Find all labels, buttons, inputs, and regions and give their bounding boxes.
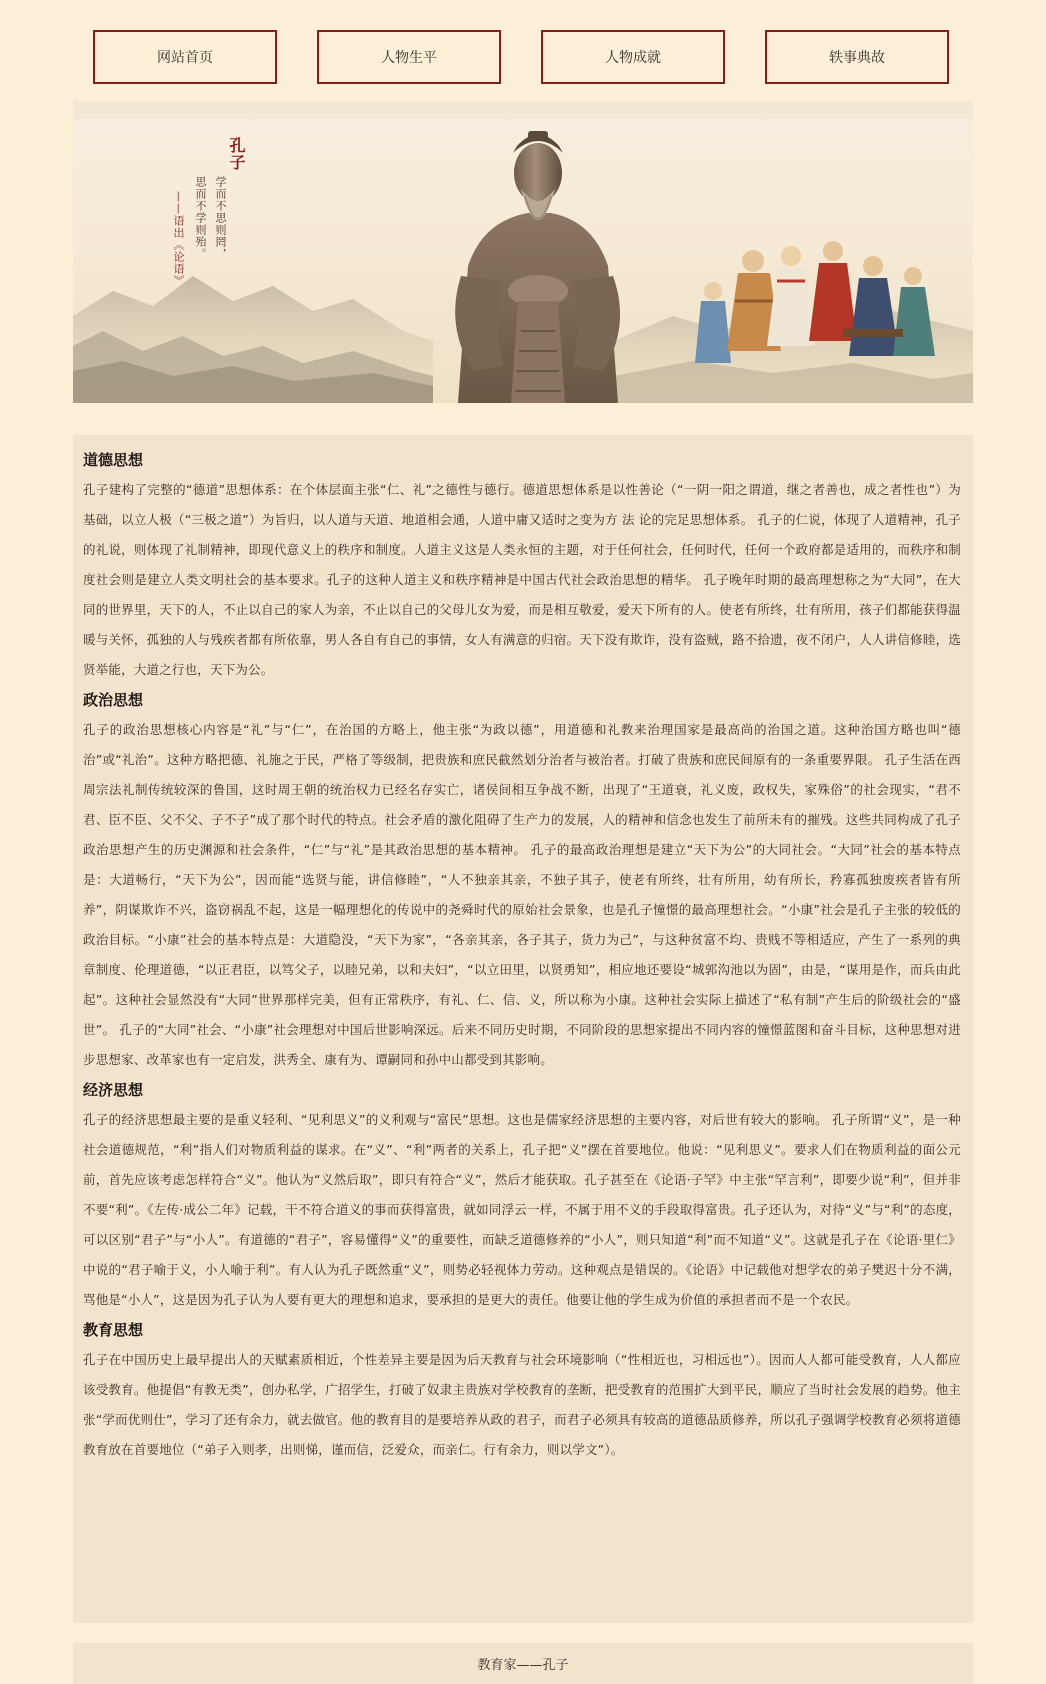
main-nav [93, 30, 949, 84]
footer-text: 教育家——孔子 [477, 1658, 569, 1673]
section-title-political: 政治思想 [83, 691, 144, 709]
nav-biography-button[interactable]: 人物生平 [317, 30, 501, 84]
nav-anecdotes-button[interactable]: 轶事典故 [765, 30, 949, 84]
banner-quote-source: ——语出《论语》 [172, 191, 185, 287]
section-body-education: 孔子在中国历史上最早提出人的天赋素质相近，个性差异主要是因为后天教育与社会环境影响（“性相近也，习相远也”）。因而人人都可能受教育，人人都应该受教育。他提倡“有教无类”，创办私学，广招学生，打破了奴隶主贵族对学校教育的垄断，把受教育的范围扩大到平民，顺应了当时社会发展的趋势。他主张“学而优则仕”，学习了还有余力，就去做官。他的教育目的是要培养从政的君子，而君子必须具有较高的道德品质修养，所以孔子强调学校教育必须将道德教育放在首要地位（“弟子入则孝，出则悌，谨而信，泛爱众，而亲仁。行有余力，则以学文”）。 [83, 1352, 961, 1457]
banner-title: 孔子 [227, 137, 246, 171]
banner-illustration [73, 101, 973, 403]
section-title-economic: 经济思想 [83, 1081, 144, 1099]
confucius-statue [455, 131, 620, 403]
section-title-education: 教育思想 [83, 1321, 144, 1339]
main-content [73, 435, 973, 1623]
nav-home-button[interactable]: 网站首页 [93, 30, 277, 84]
section-body-political: 孔子的政治思想核心内容是“礼”与“仁”，在治国的方略上，他主张“为政以德”，用道德和礼教来治理国家是最高尚的治国之道。这种治国方略也叫“德治”或“礼治”。这种方略把德、礼施之于民，严格了等级制，把贵族和庶民截然划分治者与被治者。打破了贵族和庶民间原有的一条重要界限。 孔子生活在西周宗法礼制传统较深的鲁国，这时周王朝的统治权力已经名存实亡，诸侯间相互争战不断，出现了“王道衰，礼义废，政权失，家殊俗”的社会现实，“君不君、臣不臣、父不父、子不子”成了那个时代的特点。社会矛盾的激化阻碍了生产力的发展，人的精神和信念也发生了前所未有的摧残。这些共同构成了孔子政治思想产生的历史渊源和社会条件，“仁”与“礼”是其政治思想的基本精神。 孔子的最高政治理想是建立“天下为公”的大同社会。“大同”社会的基本特点是：大道畅行，“天下为公”，因而能“选贤与能，讲信修睦”，“人不独亲其亲，不独子其子，使老有所终，壮有所用，幼有所长，矜寡孤独废疾者皆有所养”，阴谋欺诈不兴，盗窃祸乱不起，这是一幅理想化的传说中的尧舜时代的原始社会景象，也是孔子憧憬的最高理想社会。“小康”社会是孔子主张的较低的政治目标。“小康”社会的基本特点是：大道隐没，“天下为家”，“各亲其亲，各子其子，货力为己”，与这种贫富不均、贵贱不等相适应，产生了一系列的典章制度、伦理道德，“以正君臣，以笃父子，以睦兄弟，以和夫妇”，“以立田里，以贤勇知”，相应地还要设“城郭沟池以为固”，由是，“谋用是作，而兵由此起”。这种社会显然没有“大同”世界那样完美，但有正常秩序，有礼、仁、信、义，所以称为小康。这种社会实际上描述了“私有制”产生后的阶级社会的“盛世”。 孔子的“大同”社会、“小康”社会理想对中国后世影响深远。后来不同历史时期，不同阶段的思想家提出不同内容的憧憬蓝图和奋斗目标，这种思想对进步思想家、改革家也有一定启发，洪秀全、康有为、谭嗣同和孙中山都受到其影响。 [83, 722, 961, 1067]
banner-quote-line-2: 思而不学则殆。 [194, 176, 207, 260]
section-body-moral: 孔子建构了完整的“德道”思想体系：在个体层面主张“仁、礼”之德性与德行。德道思想体系是以性善论（“一阴一阳之谓道，继之者善也，成之者性也”）为基础，以立人极（“三极之道”）为旨归，以人道与天道、地道相会通，人道中庸又适时之变为方 法 论的完足思想体系。 孔子的仁说，体现了人道精神，孔子的礼说，则体现了礼制精神，即现代意义上的秩序和制度。人道主义这是人类永恒的主题，对于任何社会，任何时代，任何一个政府都是适用的，而秩序和制度社会则是建立人类文明社会的基本要求。孔子的这种人道主义和秩序精神是中国古代社会政治思想的精华。 孔子晚年时期的最高理想称之为“大同”，在大同的世界里，天下的人，不止以自己的家人为亲，不止以自己的父母儿女为爱，而是相互敬爱，爱天下所有的人。使老有所终，壮有所用，孩子们都能获得温暖与关怀，孤独的人与残疾者都有所依靠，男人各自有自己的事情，女人有满意的归宿。天下没有欺诈，没有盗贼，路不拾遗，夜不闭户，人人讲信修睦，选贤举能，大道之行也，天下为公。 [83, 482, 961, 677]
nav-achievements-button[interactable]: 人物成就 [541, 30, 725, 84]
section-body-economic: 孔子的经济思想最主要的是重义轻利、“见利思义”的义利观与“富民”思想。这也是儒家经济思想的主要内容，对后世有较大的影响。 孔子所谓“义”，是一种社会道德规范，“利”指人们对物质利益的谋求。在“义”、“利”两者的关系上，孔子把“义”摆在首要地位。他说：“见利思义”。要求人们在物质利益的面公元前，首先应该考虑怎样符合“义”。他认为“义然后取”，即只有符合“义”，然后才能获取。孔子甚至在《论语·子罕》中主张“罕言利”，即要少说“利”，但并非不要“利”。《左传·成公二年》记载，干不符合道义的事而获得富贵，就如同浮云一样，不属于用不义的手段取得富贵。孔子还认为，对待“义”与“利”的态度，可以区别“君子”与“小人”。有道德的“君子”，容易懂得“义”的重要性，而缺乏道德修养的“小人”，则只知道“利”而不知道“义”。这就是孔子在《论语·里仁》中说的“君子喻于义，小人喻于利”。有人认为孔子既然重“义”，则势必轻视体力劳动。这种观点是错误的。《论语》中记载他对想学农的弟子樊迟十分不满，骂他是“小人”，这是因为孔子认为人要有更大的理想和追求，要承担的是更大的责任。他要让他的学生成为价值的承担者而不是一个农民。 [83, 1112, 961, 1307]
banner-quote-line-1: 学而不思则罔， [214, 176, 227, 260]
page-footer [73, 1643, 973, 1684]
section-title-moral: 道德思想 [83, 451, 144, 469]
hero-banner [73, 101, 973, 403]
